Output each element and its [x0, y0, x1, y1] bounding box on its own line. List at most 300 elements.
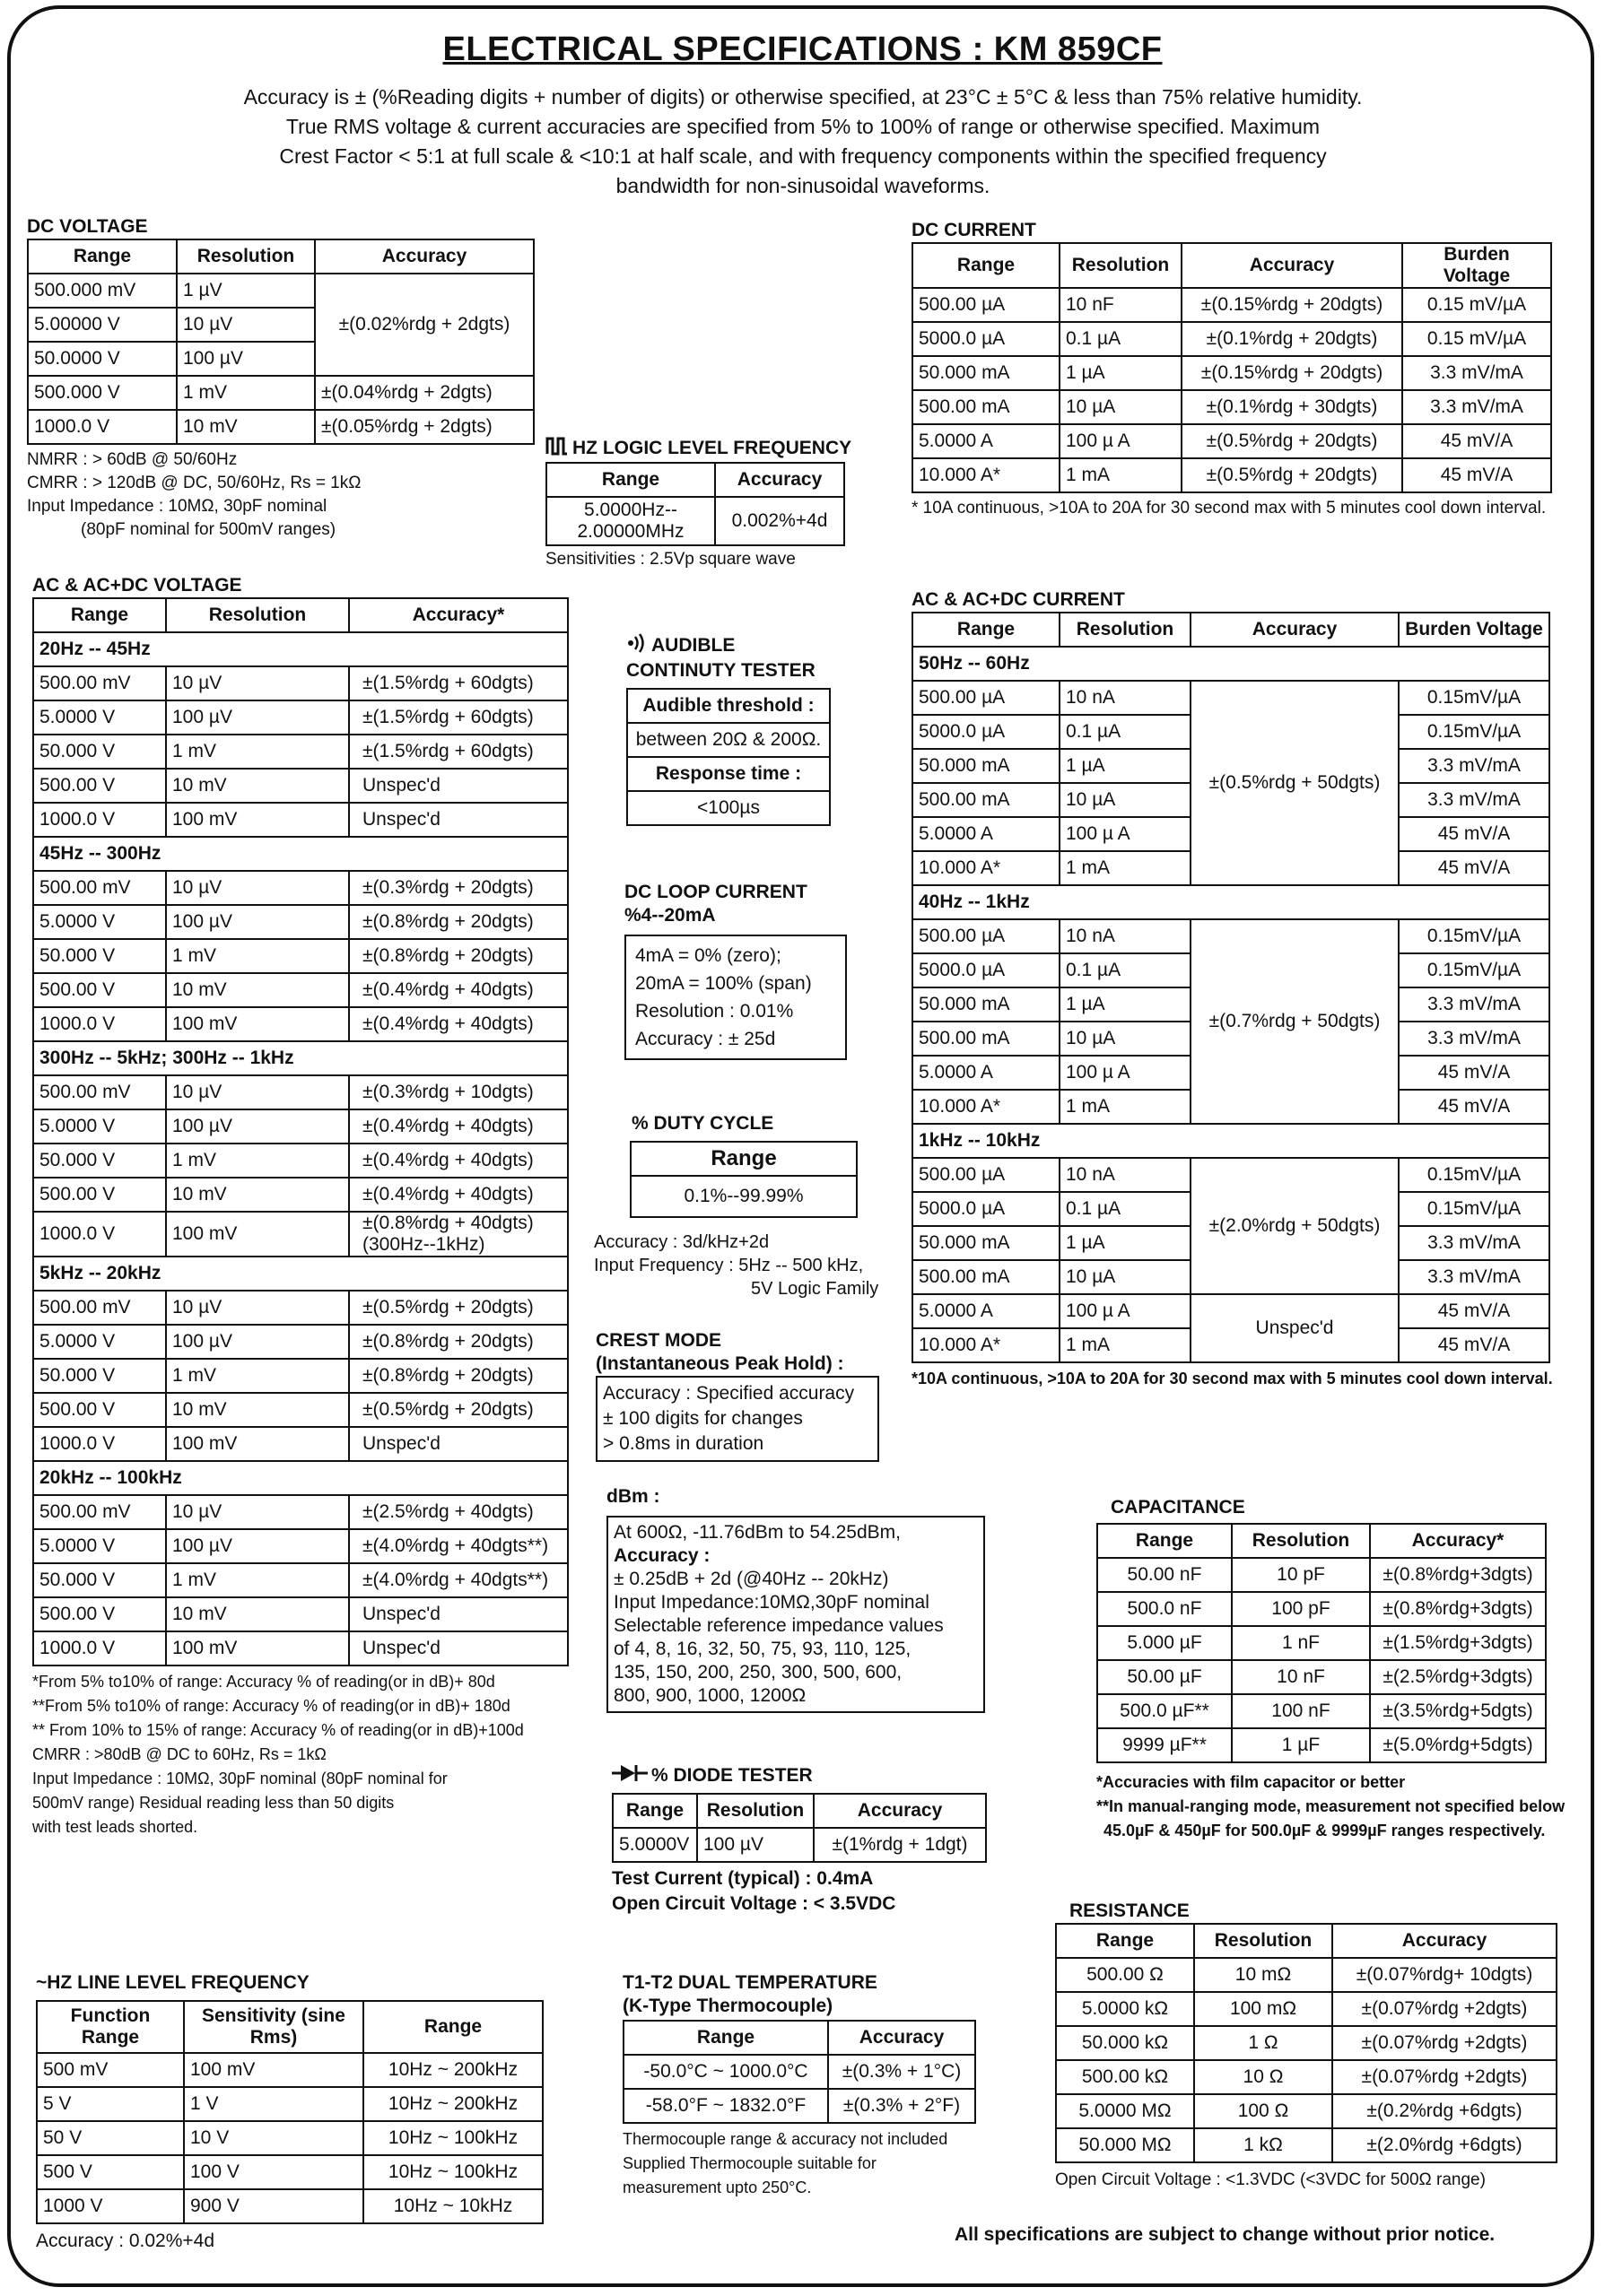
group-label: 50Hz -- 60Hz [912, 647, 1549, 681]
cell: 50.0000 V [28, 342, 177, 376]
table-row [33, 666, 568, 700]
cell: 50.000 V [33, 1563, 166, 1597]
cell: 1 mA [1060, 1328, 1191, 1362]
cell: 100 mV [166, 1007, 349, 1041]
section-heading: AUDIBLE [651, 635, 736, 657]
cell: ±(0.1%rdg + 20dgts) [1182, 322, 1402, 356]
cell: 50.000 V [33, 1144, 166, 1178]
cell: 100 V [184, 2155, 363, 2189]
note-line: Input Impedance : 10MΩ, 30pF nominal (80pF nominal for [32, 1770, 448, 1787]
cell: 1 mV [166, 1563, 349, 1597]
col-header: Sensitivity (sine Rms) [184, 2001, 363, 2053]
ac-voltage-section [32, 574, 569, 1839]
cell: 0.1 µA [1060, 953, 1191, 987]
cell: ±(5.0%rdg+5dgts) [1370, 1728, 1546, 1762]
cell: 0.15mV/µA [1399, 1192, 1549, 1226]
cell: 5.0000 MΩ [1056, 2094, 1194, 2128]
note-line: (80pF nominal for 500mV ranges) [81, 520, 336, 539]
text-line: ± 100 digits for changes [603, 1408, 803, 1429]
cell: 10 pF [1232, 1558, 1370, 1592]
resistance-section [1055, 1900, 1557, 2192]
cell: ±(0.5%rdg + 20dgts) [1182, 424, 1402, 458]
text-line: Accuracy : [614, 1545, 711, 1566]
cell: 0.15mV/µA [1399, 953, 1549, 987]
table-row [1097, 1626, 1546, 1660]
col-header: Range [624, 2021, 828, 2055]
cell: 10.000 A* [912, 1090, 1060, 1124]
col-header: Resolution [1060, 243, 1182, 288]
text-line: Input Impedance:10MΩ,30pF nominal [614, 1592, 929, 1613]
note-line: 5V Logic Family [751, 1279, 879, 1299]
note-line: * 10A continuous, >10A to 20A for 30 second max with 5 minutes cool down interval. [912, 499, 1547, 517]
cell: 100 µV [177, 342, 315, 376]
note-line: NMRR : > 60dB @ 50/60Hz [27, 450, 238, 469]
table-row [627, 757, 830, 791]
section-heading: CONTINUTY TESTER [626, 660, 816, 681]
cell: 50.000 V [33, 735, 166, 769]
cell: 500.00 V [33, 1597, 166, 1631]
group-label: 1kHz -- 10kHz [912, 1124, 1549, 1158]
dc-current-table [912, 242, 1552, 493]
intro-line: Crest Factor < 5:1 at full scale & <10:1 at half scale, and with frequency components within the specified frequency [279, 144, 1327, 168]
cell: ±(3.5%rdg+5dgts) [1370, 1694, 1546, 1728]
cell: ±(0.2%rdg +6dgts) [1332, 2094, 1557, 2128]
cell: 10Hz ~ 10kHz [363, 2189, 543, 2223]
cell: 10 mΩ [1194, 1958, 1332, 1992]
cell: ±(0.15%rdg + 20dgts) [1182, 356, 1402, 390]
cell: 5000.0 µA [912, 1192, 1060, 1226]
table-row [37, 2053, 543, 2087]
table-row [624, 2055, 975, 2089]
cell: 500.00 mV [33, 1291, 166, 1325]
table-row [28, 274, 534, 308]
note-line: 45.0µF & 450µF for 500.0µF & 9999µF ranges respectively. [1103, 1822, 1546, 1839]
table-row [912, 322, 1551, 356]
table-row [912, 424, 1551, 458]
cell: 5.0000V [613, 1828, 697, 1862]
cell: 500.00 Ω [1056, 1958, 1194, 1992]
note-line: **In manual-ranging mode, measurement not specified below [1096, 1797, 1566, 1815]
cell: 1 kΩ [1194, 2128, 1332, 2162]
col-header: Burden Voltage [1402, 243, 1551, 288]
group-label: 40Hz -- 1kHz [912, 885, 1549, 919]
cell: 10 mV [166, 1178, 349, 1212]
cell: 45 mV/A [1399, 1056, 1549, 1090]
section-heading: (K-Type Thermocouple) [623, 1996, 833, 2016]
cell: 1000.0 V [33, 1212, 166, 1257]
cell: 5.00000 V [28, 308, 177, 342]
dbm-box [606, 1516, 985, 1713]
table-row [33, 973, 568, 1007]
cell: 500.00 kΩ [1056, 2060, 1194, 2094]
cell: ±(2.0%rdg + 50dgts) [1191, 1158, 1399, 1294]
cell: Unspec'd [349, 1631, 568, 1665]
cell: -50.0°C ~ 1000.0°C [624, 2055, 828, 2089]
cell: 500.00 V [33, 973, 166, 1007]
cell: 1 µA [1060, 749, 1191, 783]
cell: 10 µV [177, 308, 315, 342]
table-row [33, 1178, 568, 1212]
ac-current-table [912, 612, 1550, 1363]
table-row [912, 356, 1551, 390]
group-label: 45Hz -- 300Hz [33, 837, 568, 871]
cell: 100 µ A [1060, 1294, 1191, 1328]
cell: ±(0.5%rdg + 20dgts) [1182, 458, 1402, 492]
section-heading: ~HZ LINE LEVEL FREQUENCY [36, 1972, 310, 1993]
cell: 5.0000 V [33, 1529, 166, 1563]
ac-voltage-table [32, 597, 569, 1666]
cell: ±(2.5%rdg + 40dgts) [349, 1495, 568, 1529]
table-row [33, 1563, 568, 1597]
cell: 500.00 mA [912, 783, 1060, 817]
cell: 10 µA [1060, 1022, 1191, 1056]
cell: 5000.0 µA [912, 715, 1060, 749]
table-row [1097, 1660, 1546, 1694]
cell: ±(0.5%rdg + 50dgts) [1191, 681, 1399, 885]
cell: 100 µV [697, 1828, 814, 1862]
cell: 0.15mV/µA [1399, 715, 1549, 749]
cell: 5.0000Hz-- 2.00000MHz [546, 497, 715, 545]
cell: 500.00 mV [33, 871, 166, 905]
cell: 10Hz ~ 100kHz [363, 2155, 543, 2189]
capacitance-table [1096, 1523, 1547, 1763]
cell: 100 µV [166, 1325, 349, 1359]
cell: 1 Ω [1194, 2026, 1332, 2060]
cell: 10.000 A* [912, 458, 1060, 492]
cell: 50.000 MΩ [1056, 2128, 1194, 2162]
cell: 10 nA [1060, 919, 1191, 953]
group-header-row [33, 1461, 568, 1495]
group-header-row [33, 1257, 568, 1291]
cell: 9999 µF** [1097, 1728, 1232, 1762]
cell: 0.15 mV/µA [1402, 288, 1551, 322]
col-header: Range [363, 2001, 543, 2053]
note-line: Accuracy : 0.02%+4d [36, 2231, 215, 2251]
note-line: CMRR : > 120dB @ DC, 50/60Hz, Rs = 1kΩ [27, 474, 362, 492]
capacitance-section [1096, 1496, 1565, 1843]
note-line: Input Impedance : 10MΩ, 30pF nominal [27, 497, 327, 516]
group-label: 20kHz -- 100kHz [33, 1461, 568, 1495]
col-header: Function Range [37, 2001, 184, 2053]
table-row [33, 1007, 568, 1041]
cell: 10 nF [1232, 1660, 1370, 1694]
diode-icon [612, 1763, 648, 1789]
section-heading: DC CURRENT [912, 220, 1036, 240]
cell: 50.00 µF [1097, 1660, 1232, 1694]
group-header-row [912, 647, 1549, 681]
col-header: Accuracy* [349, 598, 568, 632]
cell: ±(0.3%rdg + 20dgts) [349, 871, 568, 905]
cell: 100 mΩ [1194, 1992, 1332, 2026]
cell: 100 µ A [1060, 1056, 1191, 1090]
cell: 1000.0 V [28, 410, 177, 444]
table-row [613, 1828, 986, 1862]
text-line: Resolution : 0.01% [635, 1001, 794, 1022]
table-row [912, 1294, 1549, 1328]
cell: Unspec'd [349, 769, 568, 803]
group-label: 20Hz -- 45Hz [33, 632, 568, 666]
cell: 0.15 mV/µA [1402, 322, 1551, 356]
cell: Audible threshold : [627, 689, 830, 723]
group-header-row [33, 837, 568, 871]
section-heading: T1-T2 DUAL TEMPERATURE [623, 1972, 877, 1993]
table-row [627, 723, 830, 757]
cell: 3.3 mV/mA [1402, 390, 1551, 424]
section-heading: dBm : [606, 1486, 660, 1507]
note-line: 500mV range) Residual reading less than 50 digits [32, 1794, 395, 1812]
table-row [33, 1291, 568, 1325]
cell: ±(0.1%rdg + 30dgts) [1182, 390, 1402, 424]
cell: 10 V [184, 2121, 363, 2155]
cell: ±(0.07%rdg+ 10dgts) [1332, 1958, 1557, 1992]
cell: ±(0.4%rdg + 40dgts) [349, 1007, 568, 1041]
cell: ±(0.15%rdg + 20dgts) [1182, 288, 1402, 322]
cell: 500.00 µA [912, 919, 1060, 953]
section-heading: CAPACITANCE [1111, 1497, 1245, 1518]
cell: 1 µA [1060, 987, 1191, 1022]
table-row [1056, 2094, 1557, 2128]
cell: ±(0.8%rdg + 40dgts) (300Hz--1kHz) [349, 1212, 568, 1257]
col-header: Accuracy [1332, 1924, 1557, 1958]
section-heading: DC VOLTAGE [27, 216, 148, 237]
cell: 10Hz ~ 200kHz [363, 2087, 543, 2121]
cell: ±(4.0%rdg + 40dgts**) [349, 1563, 568, 1597]
table-row [1056, 2060, 1557, 2094]
section-heading: DC LOOP CURRENT [624, 882, 807, 902]
table-row [1056, 2128, 1557, 2162]
col-header: Range [613, 1794, 697, 1828]
cell: 1 mV [166, 735, 349, 769]
section-heading: % DIODE TESTER [651, 1765, 813, 1787]
cell: 500.00 µA [912, 681, 1060, 715]
cell: ±(1%rdg + 1dgt) [814, 1828, 986, 1862]
cell: 1000.0 V [33, 1631, 166, 1665]
section-heading: % DUTY CYCLE [632, 1113, 774, 1134]
note-line: *Accuracies with film capacitor or better [1096, 1773, 1406, 1791]
cell: 10 mV [166, 973, 349, 1007]
cell: 1 µF [1232, 1728, 1370, 1762]
cell: 100 mV [184, 2053, 363, 2087]
col-header: Resolution [1194, 1924, 1332, 1958]
cell: 50 V [37, 2121, 184, 2155]
cell: 100 nF [1232, 1694, 1370, 1728]
cell: 3.3 mV/mA [1399, 1226, 1549, 1260]
table-row [627, 689, 830, 723]
table-row [33, 1631, 568, 1665]
cell: 5000.0 µA [912, 322, 1060, 356]
diode-section [612, 1763, 987, 1917]
cell: ±(0.8%rdg+3dgts) [1370, 1558, 1546, 1592]
col-header: Resolution [1232, 1524, 1370, 1558]
speaker-sound-icon [626, 633, 648, 659]
note-line: CMRR : >80dB @ DC to 60Hz, Rs = 1kΩ [32, 1745, 327, 1763]
cell: 3.3 mV/mA [1402, 356, 1551, 390]
cell: 10 nA [1060, 1158, 1191, 1192]
cell: 0.1 µA [1060, 322, 1182, 356]
col-header: Range [546, 463, 715, 497]
cell: 10 µV [166, 1291, 349, 1325]
cell: 10Hz ~ 200kHz [363, 2053, 543, 2087]
cell: 10 mV [166, 1597, 349, 1631]
col-header: Range [912, 243, 1060, 288]
table-row [912, 681, 1549, 715]
cell: 1 µA [1060, 1226, 1191, 1260]
dc-loop-box [624, 935, 847, 1060]
table-row [37, 2155, 543, 2189]
cell: 3.3 mV/mA [1399, 1022, 1549, 1056]
audible-table [626, 688, 831, 826]
cell: 500.00 mV [33, 1075, 166, 1109]
cell: 45 mV/A [1399, 1090, 1549, 1124]
cell: ±(0.8%rdg + 20dgts) [349, 905, 568, 939]
cell: 500.00 mA [912, 1260, 1060, 1294]
cell: 0.1 µA [1060, 1192, 1191, 1226]
cell: 1 mA [1060, 851, 1191, 885]
cell: between 20Ω & 200Ω. [627, 723, 830, 757]
table-row [33, 735, 568, 769]
table-row [33, 700, 568, 735]
table-row [631, 1176, 857, 1217]
table-row [627, 791, 830, 825]
table-row [33, 1495, 568, 1529]
cell: 10 µA [1060, 1260, 1191, 1294]
line-frequency-section [36, 1971, 544, 2253]
cell: Unspec'd [1191, 1294, 1399, 1362]
intro-line: bandwidth for non-sinusoidal waveforms. [615, 174, 990, 197]
cell: ±(0.8%rdg+3dgts) [1370, 1592, 1546, 1626]
cell: 500.00 V [33, 769, 166, 803]
cell: 3.3 mV/mA [1399, 987, 1549, 1022]
table-row [33, 1427, 568, 1461]
col-header: Accuracy [315, 239, 534, 274]
cell: ±(0.4%rdg + 40dgts) [349, 1178, 568, 1212]
cell: 500.00 µA [912, 1158, 1060, 1192]
cell: ±(0.3% + 2°F) [828, 2089, 975, 2123]
text-line: Accuracy : Specified accuracy [603, 1383, 855, 1404]
table-row [33, 1393, 568, 1427]
dc-voltage-table [27, 239, 535, 445]
cell: 50.000 mA [912, 749, 1060, 783]
cell: ±(0.07%rdg +2dgts) [1332, 2060, 1557, 2094]
audible-section [626, 633, 831, 826]
cell: ±(0.8%rdg + 20dgts) [349, 939, 568, 973]
cell: 3.3 mV/mA [1399, 749, 1549, 783]
table-row [37, 2087, 543, 2121]
cell: 45 mV/A [1399, 1328, 1549, 1362]
note-line: ** From 10% to 15% of range: Accuracy % of reading(or in dB)+100d [32, 1721, 524, 1739]
table-row [37, 2121, 543, 2155]
note-line: Test Current (typical) : 0.4mA [612, 1868, 874, 1889]
cell: 1 µV [177, 274, 315, 308]
table-row [912, 1158, 1549, 1192]
cell: ±(0.05%rdg + 2dgts) [315, 410, 534, 444]
cell: ±(1.5%rdg + 60dgts) [349, 666, 568, 700]
logic-frequency-section [545, 436, 851, 571]
group-header-row [912, 1124, 1549, 1158]
page-title: ELECTRICAL SPECIFICATIONS : KM 859CF [442, 30, 1163, 68]
cell: 100 mV [166, 803, 349, 837]
cell: 10 mV [177, 410, 315, 444]
cell: 500.00 mV [33, 666, 166, 700]
cell: 500 mV [37, 2053, 184, 2087]
table-row [37, 2189, 543, 2223]
cell: 100 Ω [1194, 2094, 1332, 2128]
table-row [912, 458, 1551, 492]
intro-text [161, 83, 1444, 201]
cell: 0.1 µA [1060, 715, 1191, 749]
table-row [33, 1529, 568, 1563]
table-row [912, 288, 1551, 322]
cell: 1 mV [166, 1359, 349, 1393]
cell: 50.000 mA [912, 987, 1060, 1022]
cell: 500.00 mA [912, 1022, 1060, 1056]
col-header: Range [33, 598, 166, 632]
cell: 3.3 mV/mA [1399, 783, 1549, 817]
cell: 1 mV [166, 939, 349, 973]
cell: 5.0000 V [33, 1109, 166, 1144]
cell: Unspec'd [349, 803, 568, 837]
cell: 5.0000 V [33, 905, 166, 939]
cell: 10 nF [1060, 288, 1182, 322]
cell: 10Hz ~ 100kHz [363, 2121, 543, 2155]
cell: Unspec'd [349, 1427, 568, 1461]
ac-current-section [912, 588, 1553, 1390]
section-heading: %4--20mA [624, 905, 716, 926]
cell: 10 µV [166, 871, 349, 905]
cell: 10 µA [1060, 783, 1191, 817]
group-label: 5kHz -- 20kHz [33, 1257, 568, 1291]
table-row [33, 871, 568, 905]
cell: 5.0000 kΩ [1056, 1992, 1194, 2026]
cell: 1 nF [1232, 1626, 1370, 1660]
dc-voltage-notes [27, 448, 535, 542]
col-header: Accuracy [814, 1794, 986, 1828]
note-line: *From 5% to10% of range: Accuracy % of reading(or in dB)+ 80d [32, 1673, 495, 1691]
table-row [33, 905, 568, 939]
cell: 100 µV [166, 1109, 349, 1144]
cell: ±(0.5%rdg + 20dgts) [349, 1393, 568, 1427]
cell: 1000.0 V [33, 803, 166, 837]
table-row [1097, 1592, 1546, 1626]
cell: 100 µV [166, 905, 349, 939]
section-heading: AC & AC+DC VOLTAGE [32, 575, 242, 596]
cell: ±(1.5%rdg+3dgts) [1370, 1626, 1546, 1660]
table-row [624, 2089, 975, 2123]
dbm-section [606, 1485, 985, 1713]
section-heading: AC & AC+DC CURRENT [912, 589, 1125, 610]
col-header: Resolution [166, 598, 349, 632]
dc-loop-section [624, 881, 847, 1060]
table-row [28, 376, 534, 410]
table-row [1097, 1558, 1546, 1592]
note-line: Thermocouple range & accuracy not included [623, 2130, 948, 2148]
cell: 1 mA [1060, 458, 1182, 492]
text-line: Accuracy : ± 25d [635, 1029, 776, 1049]
cell: ±(2.5%rdg+3dgts) [1370, 1660, 1546, 1694]
col-header: Accuracy [1191, 613, 1399, 647]
section-heading: HZ LOGIC LEVEL FREQUENCY [572, 438, 852, 459]
crest-box [596, 1376, 879, 1462]
cell: 5.0000 A [912, 1294, 1060, 1328]
text-line: At 600Ω, -11.76dBm to 54.25dBm, [614, 1522, 901, 1543]
cell: 50.000 V [33, 939, 166, 973]
cell: 45 mV/A [1399, 1294, 1549, 1328]
cell: 1000.0 V [33, 1007, 166, 1041]
cell: 10 Ω [1194, 2060, 1332, 2094]
text-line: Selectable reference impedance values [614, 1615, 944, 1636]
text-line: ± 0.25dB + 2d (@40Hz -- 20kHz) [614, 1569, 889, 1589]
text-line: 4mA = 0% (zero); [635, 945, 781, 966]
